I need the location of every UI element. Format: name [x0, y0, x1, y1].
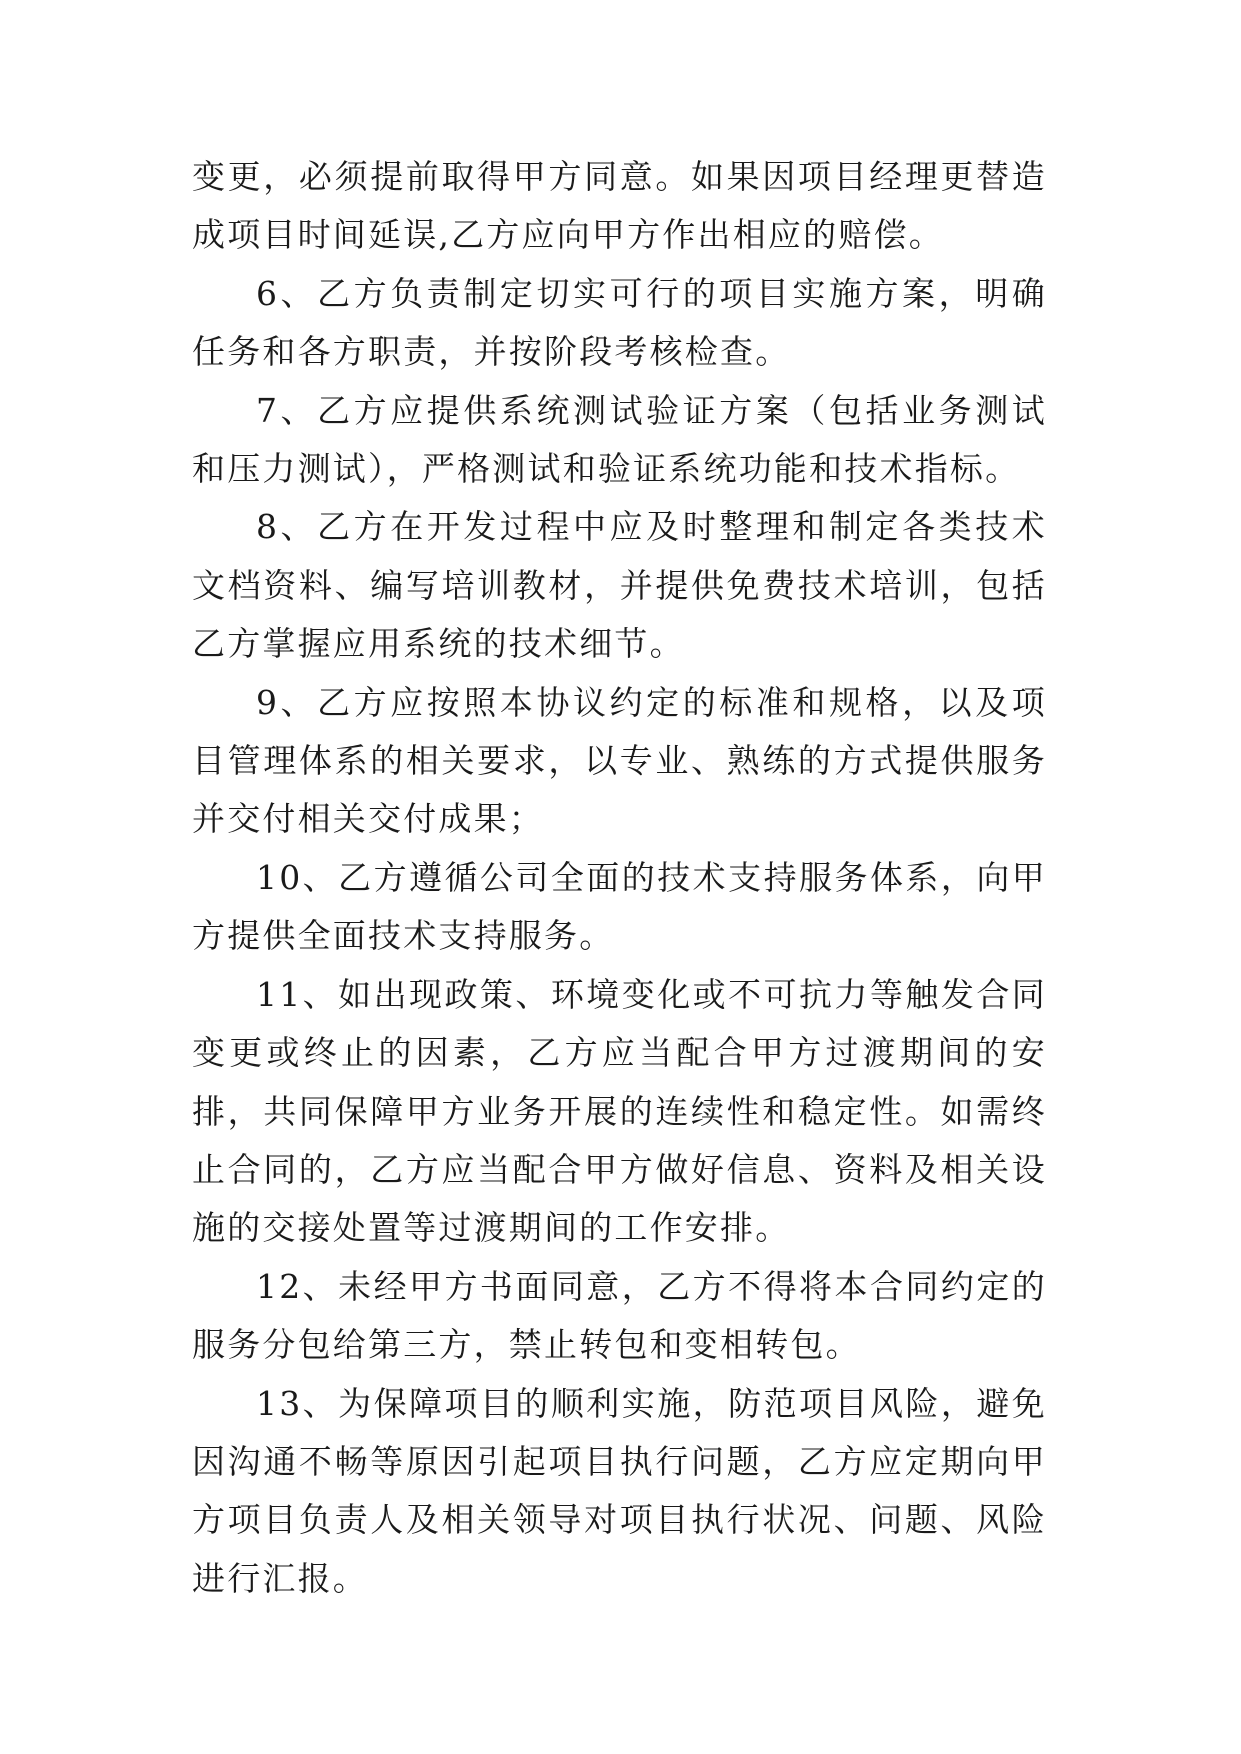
paragraph-item-6: 6、乙方负责制定切实可行的项目实施方案，明确任务和各方职责，并按阶段考核检查。	[192, 273, 1047, 372]
paragraph-item-12: 12、未经甲方书面同意，乙方不得将本合同约定的服务分包给第三方，禁止转包和变相转包。	[192, 1266, 1047, 1365]
paragraph-continuation: 变更，必须提前取得甲方同意。如果因项目经理更替造成项目时间延误,乙方应向甲方作出相应的赔偿。	[192, 157, 1047, 255]
paragraph-item-8: 8、乙方在开发过程中应及时整理和制定各类技术文档资料、编写培训教材，并提供免费技术培训，包括乙方掌握应用系统的技术细节。	[192, 507, 1047, 664]
paragraph-item-10: 10、乙方遵循公司全面的技术支持服务体系，向甲方提供全面技术支持服务。	[192, 857, 1047, 956]
paragraph-item-13: 13、为保障项目的顺利实施，防范项目风险，避免因沟通不畅等原因引起项目执行问题，乙方应定期向甲方项目负责人及相关领导对项目执行状况、问题、风险进行汇报。	[192, 1383, 1047, 1598]
paragraph-item-9: 9、乙方应按照本协议约定的标准和规格，以及项目管理体系的相关要求，以专业、熟练的方式提供服务并交付相关交付成果；	[192, 682, 1047, 839]
paragraph-item-11: 11、如出现政策、环境变化或不可抗力等触发合同变更或终止的因素，乙方应当配合甲方过渡期间的安排，共同保障甲方业务开展的连续性和稳定性。如需终止合同的，乙方应当配合甲方做好信息、资料及相关设施的交接处置等过渡期间的工作安排。	[192, 974, 1047, 1248]
paragraph-item-7: 7、乙方应提供系统测试验证方案（包括业务测试和压力测试），严格测试和验证系统功能和技术指标。	[192, 390, 1047, 489]
document-body	[192, 148, 1047, 1608]
